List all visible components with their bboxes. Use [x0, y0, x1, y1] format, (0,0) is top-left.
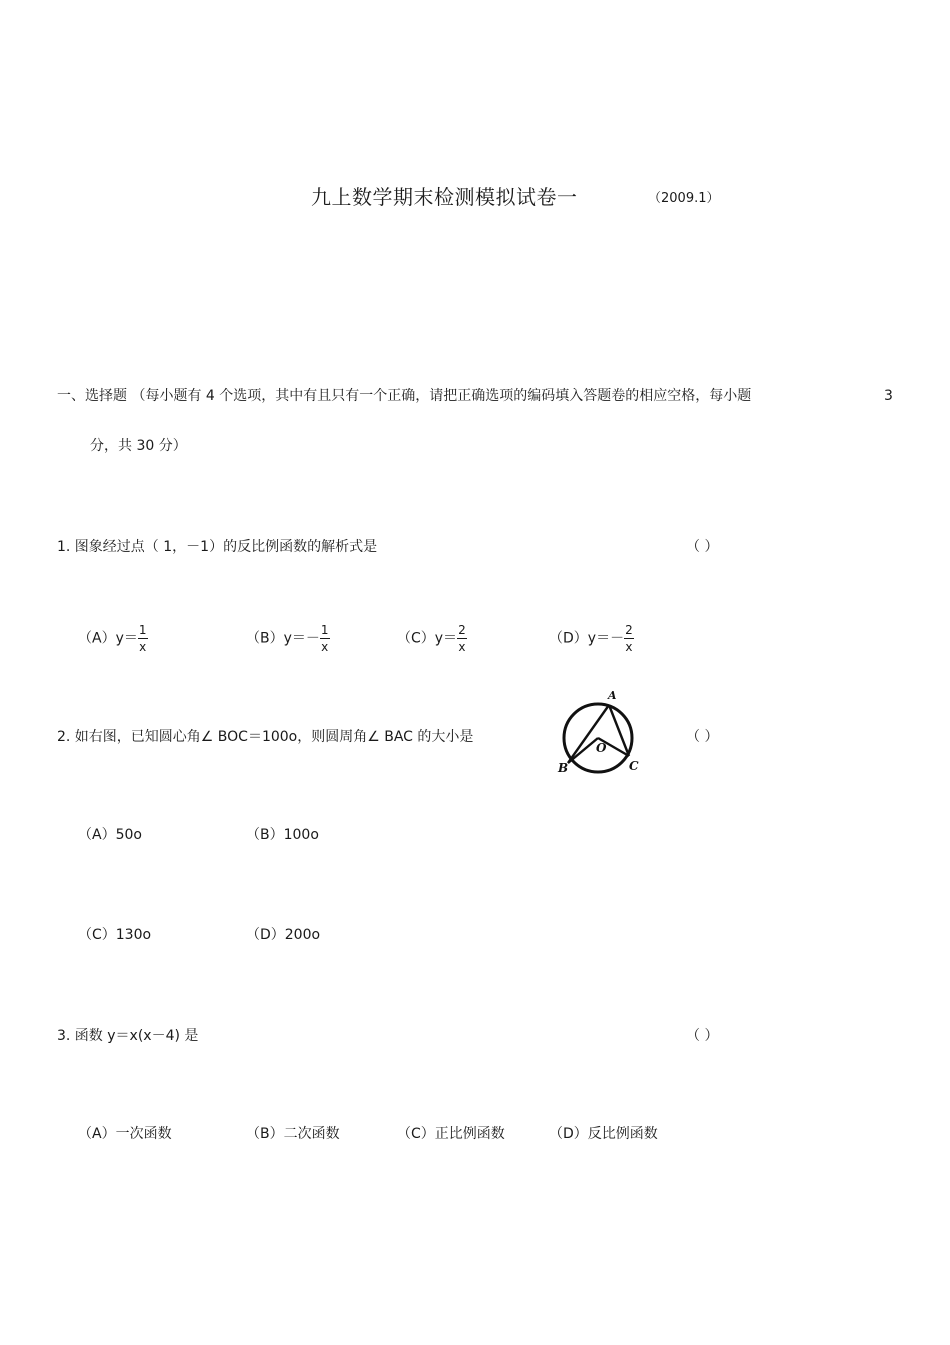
question-2-stem: 2. 如右图，已知圆心角∠ BOC＝100o，则圆周角∠ BAC 的大小是	[57, 729, 474, 745]
point-o-label: O	[596, 741, 607, 755]
fraction-numerator: 2	[458, 623, 466, 637]
fraction-denominator: x	[625, 639, 633, 654]
point-b-label: B	[558, 761, 569, 775]
question-3-option-c: （C）正比例函数	[397, 1126, 505, 1142]
section-heading-score: 3	[884, 388, 893, 404]
option-label: （D）y＝－	[549, 630, 625, 647]
fraction-numerator: 1	[138, 623, 147, 637]
fraction	[320, 624, 330, 653]
section-heading-continued: 分，共 30 分）	[90, 438, 187, 454]
option-label: （C）y＝	[397, 630, 458, 647]
question-3-option-d: （D）反比例函数	[549, 1126, 658, 1142]
question-1-option-c	[397, 624, 467, 653]
point-a-label: A	[608, 689, 617, 702]
option-label: （A）y＝	[78, 630, 138, 647]
fraction-denominator: x	[321, 639, 329, 654]
question-2-option-a: （A）50o	[78, 827, 142, 843]
fraction	[138, 624, 148, 653]
question-1-stem: 1. 图象经过点（ 1，－1）的反比例函数的解析式是	[57, 539, 378, 555]
point-c-label: C	[629, 759, 639, 773]
question-3-answer-bracket: （ ）	[686, 1028, 719, 1044]
fraction-denominator: x	[458, 639, 466, 654]
question-3-stem: 3. 函数 y＝x(x－4) 是	[57, 1028, 199, 1044]
fraction	[457, 624, 467, 653]
question-3-option-a: （A）一次函数	[78, 1126, 172, 1142]
question-1-answer-bracket: （ ）	[686, 539, 719, 555]
question-1-option-d	[549, 624, 634, 653]
question-3-option-b: （B）二次函数	[246, 1126, 340, 1142]
question-2-option-d: （D）200o	[246, 927, 321, 943]
question-1-option-a	[78, 624, 148, 653]
page-title: 九上数学期末检测模拟试卷一	[311, 185, 578, 209]
section-heading: 一、选择题 （每小题有 4 个选项，其中有且只有一个正确，请把正确选项的编码填入答题卷的相应空格，每小题	[57, 388, 752, 404]
question-2-answer-bracket: （ ）	[686, 729, 719, 745]
fraction-denominator: x	[139, 639, 147, 654]
circle-angle-figure	[552, 686, 648, 776]
question-2-option-c: （C）130o	[78, 927, 152, 943]
option-label: （B）y＝－	[246, 630, 320, 647]
question-2-option-b: （B）100o	[246, 827, 319, 843]
fraction-numerator: 1	[320, 623, 329, 637]
fraction	[624, 624, 634, 653]
exam-date: （2009.1）	[648, 191, 720, 206]
question-1-option-b	[246, 624, 330, 653]
fraction-numerator: 2	[625, 623, 633, 637]
